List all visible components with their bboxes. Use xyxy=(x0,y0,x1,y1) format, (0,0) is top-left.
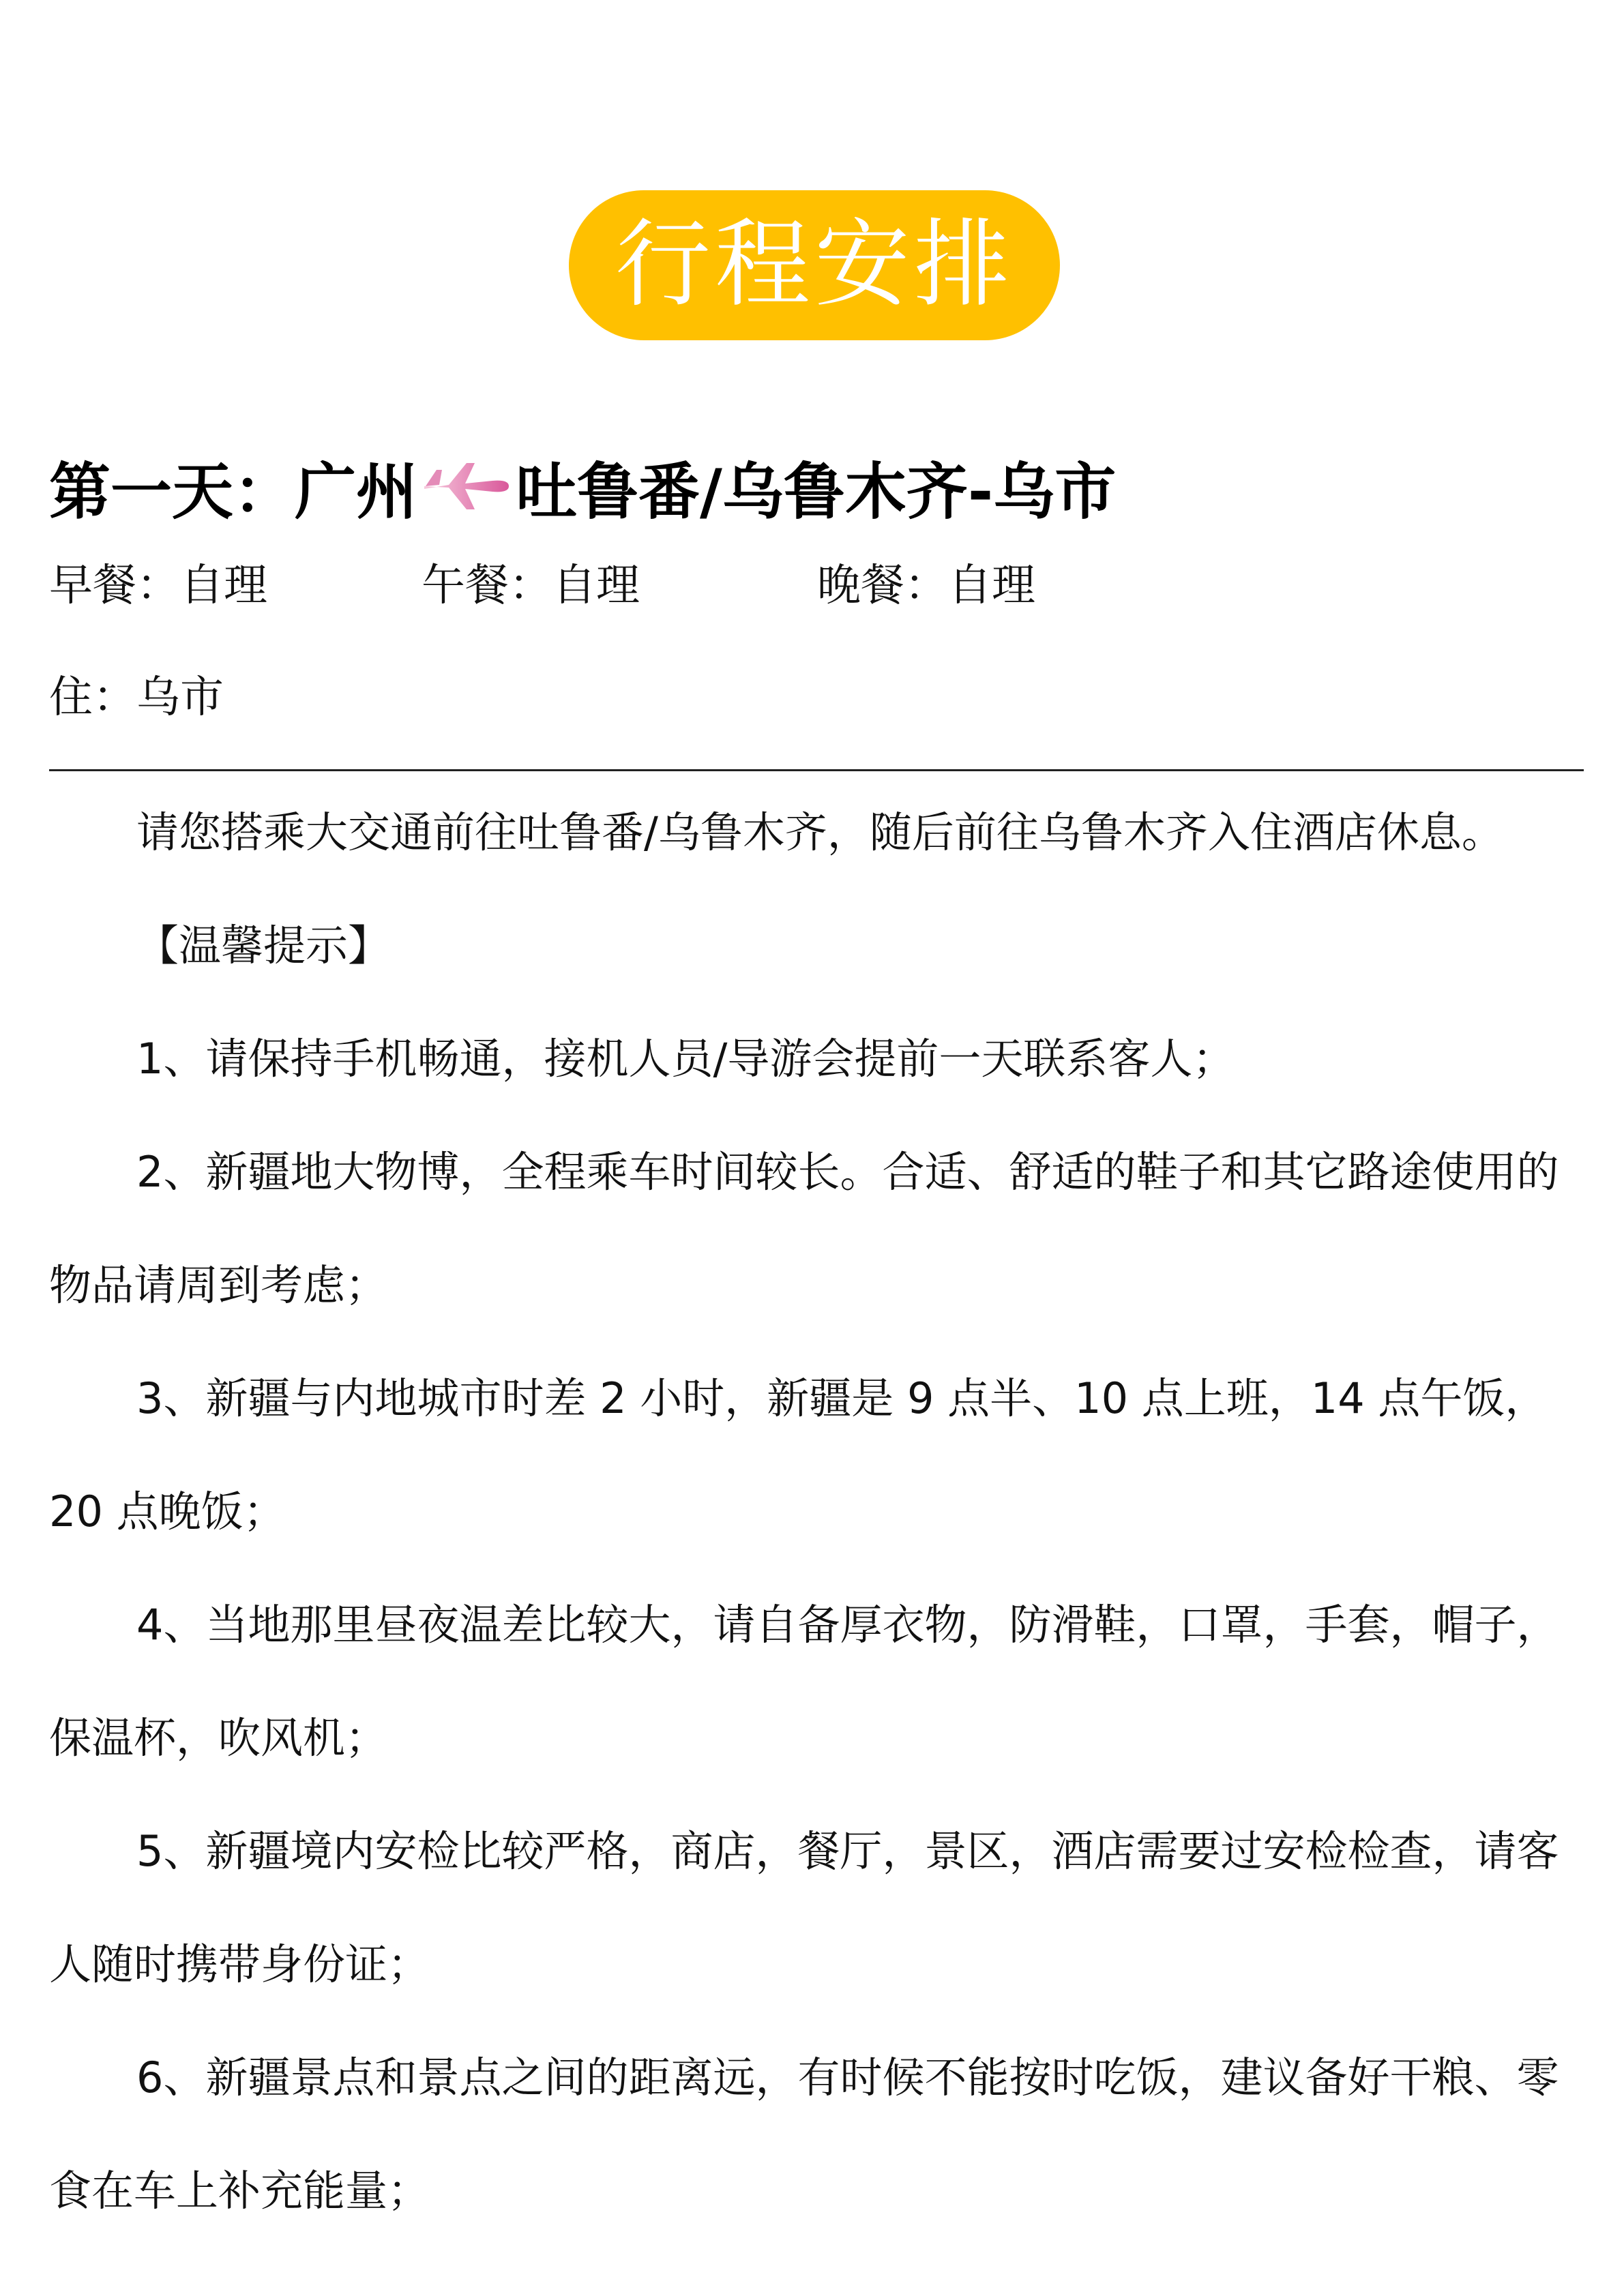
tips-heading: 【温馨提示】 xyxy=(136,921,391,970)
tip-item: 2、新疆地大物博，全程乘车时间较长。合适、舒适的鞋子和其它路途使用的物品请周到考虑； xyxy=(49,1147,1559,1310)
tip-item: 6、新疆景点和景点之间的距离远，有时候不能按时吃饭，建议备好干粮、零食在车上补充能量； xyxy=(49,2053,1559,2216)
tip-item: 3、新疆与内地城市时差 2 小时，新疆是 9 点半、10 点上班，14 点午饭，20 点晚饭； xyxy=(49,1373,1548,1536)
day-heading xyxy=(49,442,1116,531)
dinner-label: 晚餐：自理 xyxy=(817,561,1035,611)
title-badge xyxy=(569,190,1060,340)
lunch-label: 午餐：自理 xyxy=(422,561,640,611)
stay-label: 住：乌市 xyxy=(49,672,224,723)
tip-item: 4、当地那里昼夜温差比较大，请自备厚衣物，防滑鞋，口罩，手套，帽子，保温杯，吹风机； xyxy=(49,1600,1559,1763)
tip-item: 1、请保持手机畅通，接机人员/导游会提前一天联系客人； xyxy=(136,1034,1235,1084)
day-description: 请您搭乘大交通前往吐鲁番/乌鲁木齐，随后前往乌鲁木齐入住酒店休息。 xyxy=(136,807,1504,857)
page-title: 行程安排 xyxy=(615,209,1014,320)
breakfast-label: 早餐：自理 xyxy=(49,561,267,611)
day-heading-end: 吐鲁番/乌鲁木齐-乌市 xyxy=(516,456,1117,528)
itinerary-content xyxy=(49,776,1584,2248)
divider xyxy=(49,769,1584,771)
airplane-icon xyxy=(422,459,512,513)
day-heading-start: 第一天：广州 xyxy=(49,456,417,528)
tip-item: 5、新疆境内安检比较严格，商店，餐厅，景区，酒店需要过安检检查，请客人随时携带身份证； xyxy=(49,1826,1559,1989)
